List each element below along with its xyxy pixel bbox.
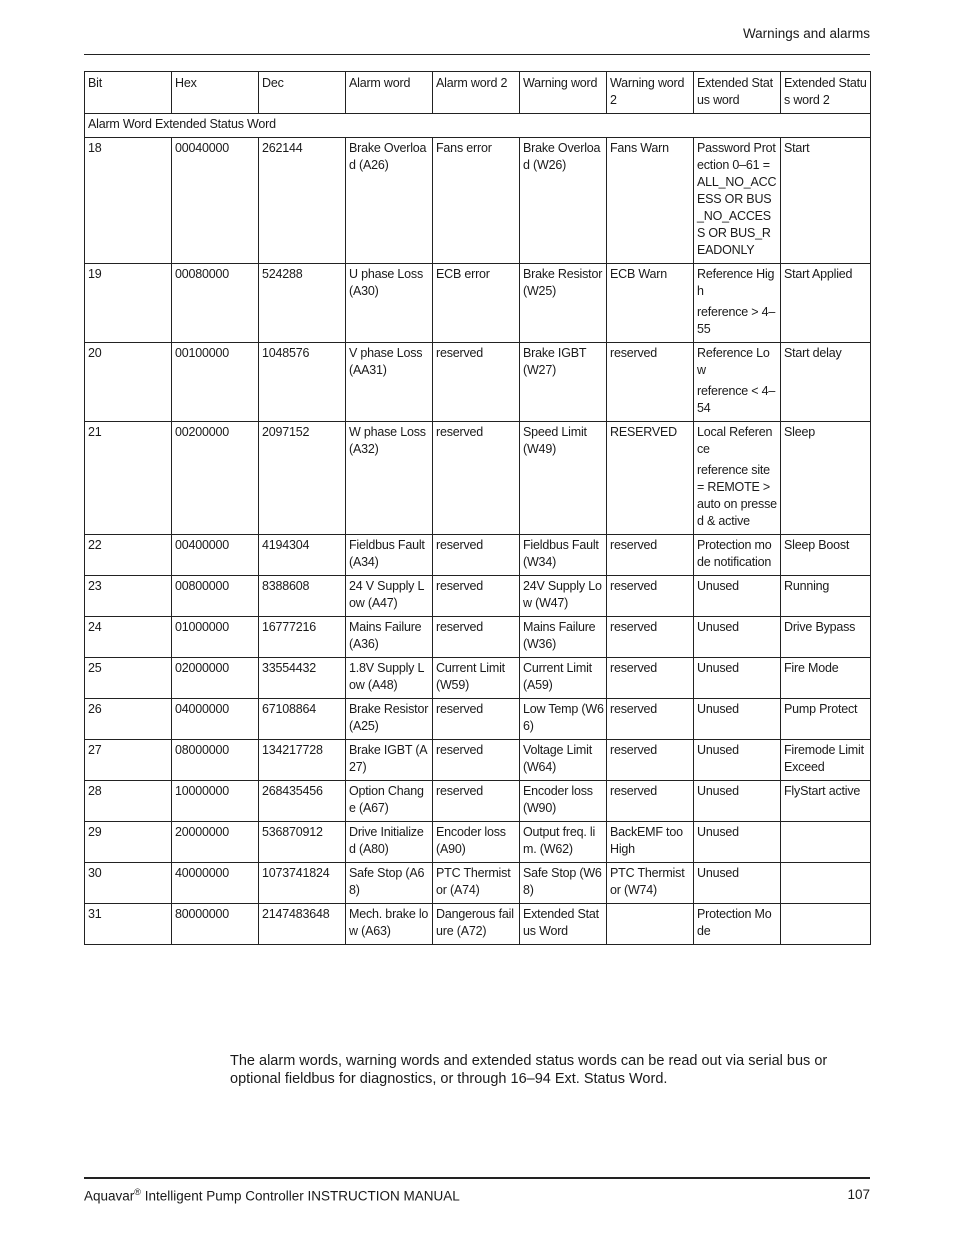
cell-extended-status-word-2 bbox=[781, 904, 871, 945]
cell-bit-text: 24 bbox=[88, 620, 102, 634]
cell-warning-word-text: Safe Stop (W68) bbox=[523, 866, 602, 897]
cell-warning-word-2-text: RESERVED bbox=[610, 425, 677, 439]
cell-extended-status-word-2-text: Pump Protect bbox=[784, 702, 858, 716]
cell-alarm-word-2 bbox=[433, 138, 520, 264]
cell-dec-text: 1048576 bbox=[262, 346, 310, 360]
cell-hex bbox=[172, 535, 259, 576]
cell-warning-word-2 bbox=[607, 658, 694, 699]
cell-dec bbox=[259, 822, 346, 863]
cell-alarm-word-2-text: reserved bbox=[436, 579, 484, 593]
cell-alarm-word-2-text: Current Limit (W59) bbox=[436, 661, 505, 692]
cell-alarm-word-text: Brake Overload (A26) bbox=[349, 141, 427, 172]
cell-alarm-word-2-text: PTC Thermistor (A74) bbox=[436, 866, 511, 897]
cell-warning-word-text: Output freq. lim. (W62) bbox=[523, 825, 596, 856]
cell-alarm-word bbox=[346, 422, 433, 535]
cell-extended-status-word-text: Reference Low bbox=[697, 346, 770, 377]
cell-bit-text: 28 bbox=[88, 784, 102, 798]
cell-warning-word bbox=[520, 422, 607, 535]
cell-warning-word-2-text: reserved bbox=[610, 346, 658, 360]
table-row bbox=[85, 863, 871, 904]
cell-alarm-word bbox=[346, 822, 433, 863]
cell-warning-word-text: Brake Resistor (W25) bbox=[523, 267, 603, 298]
cell-bit bbox=[85, 658, 172, 699]
table-row bbox=[85, 422, 871, 535]
cell-hex-text: 00400000 bbox=[175, 538, 230, 552]
cell-hex bbox=[172, 863, 259, 904]
cell-hex bbox=[172, 781, 259, 822]
cell-dec-text: 134217728 bbox=[262, 743, 323, 757]
column-header-alarm-word-2: Alarm word 2 bbox=[433, 72, 520, 114]
cell-alarm-word-text: Fieldbus Fault (A34) bbox=[349, 538, 425, 569]
cell-alarm-word-2 bbox=[433, 740, 520, 781]
table-row bbox=[85, 343, 871, 422]
cell-dec-text: 33554432 bbox=[262, 661, 317, 675]
cell-alarm-word bbox=[346, 343, 433, 422]
status-word-table bbox=[84, 71, 871, 945]
cell-alarm-word bbox=[346, 904, 433, 945]
cell-bit bbox=[85, 264, 172, 343]
cell-bit bbox=[85, 781, 172, 822]
cell-hex-text: 02000000 bbox=[175, 661, 230, 675]
cell-bit bbox=[85, 617, 172, 658]
cell-warning-word-2 bbox=[607, 343, 694, 422]
cell-hex bbox=[172, 904, 259, 945]
cell-alarm-word-2-text: reserved bbox=[436, 346, 484, 360]
cell-warning-word-text: Mains Failure (W36) bbox=[523, 620, 596, 651]
cell-alarm-word-2-text: Fans error bbox=[436, 141, 492, 155]
cell-bit-text: 29 bbox=[88, 825, 102, 839]
cell-alarm-word-2-text: ECB error bbox=[436, 267, 490, 281]
cell-bit bbox=[85, 822, 172, 863]
cell-bit bbox=[85, 576, 172, 617]
cell-warning-word-2-text: reserved bbox=[610, 743, 658, 757]
cell-warning-word-text: 24V Supply Low (W47) bbox=[523, 579, 602, 610]
cell-warning-word-2 bbox=[607, 699, 694, 740]
cell-extended-status-word-2-text: Sleep Boost bbox=[784, 538, 850, 552]
column-header-alarm-word: Alarm word bbox=[346, 72, 433, 114]
cell-warning-word-text: Extended Status Word bbox=[523, 907, 599, 938]
cell-bit-text: 31 bbox=[88, 907, 102, 921]
cell-warning-word bbox=[520, 781, 607, 822]
cell-extended-status-word-text: Reference High bbox=[697, 267, 775, 298]
cell-hex bbox=[172, 699, 259, 740]
cell-warning-word bbox=[520, 264, 607, 343]
cell-extended-status-word-2 bbox=[781, 264, 871, 343]
cell-hex-text: 80000000 bbox=[175, 907, 230, 921]
running-header: Warnings and alarms bbox=[742, 26, 870, 41]
cell-warning-word-2 bbox=[607, 617, 694, 658]
cell-warning-word-2-text: reserved bbox=[610, 579, 658, 593]
cell-bit bbox=[85, 904, 172, 945]
cell-dec bbox=[259, 699, 346, 740]
cell-alarm-word-text: Mains Failure (A36) bbox=[349, 620, 422, 651]
cell-warning-word-2-text: reserved bbox=[610, 702, 658, 716]
table-row bbox=[85, 781, 871, 822]
table-row bbox=[85, 658, 871, 699]
cell-alarm-word bbox=[346, 138, 433, 264]
cell-hex bbox=[172, 617, 259, 658]
cell-hex bbox=[172, 576, 259, 617]
cell-hex-text: 04000000 bbox=[175, 702, 230, 716]
cell-alarm-word-2 bbox=[433, 658, 520, 699]
cell-bit-text: 26 bbox=[88, 702, 102, 716]
column-header-hex: Hex bbox=[172, 72, 259, 114]
cell-dec-text: 1073741824 bbox=[262, 866, 330, 880]
table-section-row bbox=[85, 114, 871, 138]
cell-alarm-word-2-text: reserved bbox=[436, 620, 484, 634]
cell-extended-status-word-2-text: Start bbox=[784, 141, 810, 155]
cell-dec-text: 8388608 bbox=[262, 579, 310, 593]
cell-warning-word-2-text: reserved bbox=[610, 620, 658, 634]
cell-warning-word bbox=[520, 904, 607, 945]
cell-warning-word bbox=[520, 699, 607, 740]
cell-extended-status-word-2-text: Running bbox=[784, 579, 830, 593]
table-row bbox=[85, 138, 871, 264]
cell-warning-word-2-text: reserved bbox=[610, 784, 658, 798]
cell-extended-status-word-2-text: Start Applied bbox=[784, 267, 853, 281]
cell-extended-status-word-text: Local Reference bbox=[697, 425, 773, 456]
cell-dec bbox=[259, 740, 346, 781]
cell-hex bbox=[172, 422, 259, 535]
cell-alarm-word-2-text: Encoder loss (A90) bbox=[436, 825, 506, 856]
cell-alarm-word-2-text: reserved bbox=[436, 425, 484, 439]
column-header-warning-word: Warning word bbox=[520, 72, 607, 114]
cell-extended-status-word bbox=[694, 422, 781, 535]
cell-alarm-word-2 bbox=[433, 863, 520, 904]
cell-dec bbox=[259, 264, 346, 343]
cell-extended-status-word-text: Unused bbox=[697, 620, 739, 634]
cell-dec-text: 268435456 bbox=[262, 784, 323, 798]
cell-warning-word-text: Voltage Limit (W64) bbox=[523, 743, 592, 774]
cell-extended-status-word-text: Password Protection 0–61 = ALL_NO_ACCESS OR BUS_NO_ACCESS OR BUS_READONLY bbox=[697, 141, 777, 257]
cell-warning-word-2 bbox=[607, 781, 694, 822]
cell-dec bbox=[259, 904, 346, 945]
cell-extended-status-word bbox=[694, 535, 781, 576]
cell-warning-word-2 bbox=[607, 535, 694, 576]
cell-extended-status-word-2-text: Fire Mode bbox=[784, 661, 839, 675]
cell-alarm-word bbox=[346, 617, 433, 658]
cell-warning-word bbox=[520, 138, 607, 264]
cell-extended-status-word-text: Unused bbox=[697, 866, 739, 880]
cell-extended-status-word bbox=[694, 576, 781, 617]
cell-bit bbox=[85, 535, 172, 576]
cell-extended-status-word-text: Unused bbox=[697, 784, 739, 798]
cell-extended-status-word-2-text: Firemode Limit Exceed bbox=[784, 743, 864, 774]
cell-hex bbox=[172, 740, 259, 781]
cell-alarm-word-2-text: reserved bbox=[436, 538, 484, 552]
cell-alarm-word-text: U phase Loss (A30) bbox=[349, 267, 424, 298]
cell-hex-text: 00100000 bbox=[175, 346, 230, 360]
cell-dec bbox=[259, 535, 346, 576]
cell-bit-text: 25 bbox=[88, 661, 102, 675]
cell-dec-text: 262144 bbox=[262, 141, 303, 155]
cell-hex-text: 10000000 bbox=[175, 784, 230, 798]
cell-alarm-word bbox=[346, 535, 433, 576]
cell-warning-word-text: Speed Limit (W49) bbox=[523, 425, 587, 456]
registered-mark: ® bbox=[134, 1187, 141, 1197]
cell-hex-text: 00200000 bbox=[175, 425, 230, 439]
cell-extended-status-word-2 bbox=[781, 617, 871, 658]
cell-alarm-word-2 bbox=[433, 576, 520, 617]
cell-alarm-word-2 bbox=[433, 781, 520, 822]
cell-extended-status-word-2 bbox=[781, 138, 871, 264]
cell-dec bbox=[259, 781, 346, 822]
cell-dec bbox=[259, 343, 346, 422]
cell-alarm-word-text: Option Change (A67) bbox=[349, 784, 424, 815]
column-header-warning-word-2: Warning word 2 bbox=[607, 72, 694, 114]
cell-alarm-word-2 bbox=[433, 904, 520, 945]
cell-alarm-word-text: Mech. brake low (A63) bbox=[349, 907, 429, 938]
cell-extended-status-note: reference site = REMOTE > auto on pressed & active bbox=[697, 463, 777, 528]
cell-bit-text: 22 bbox=[88, 538, 102, 552]
cell-alarm-word-text: Brake IGBT (A27) bbox=[349, 743, 428, 774]
cell-dec-text: 2097152 bbox=[262, 425, 310, 439]
cell-hex bbox=[172, 264, 259, 343]
cell-alarm-word bbox=[346, 740, 433, 781]
cell-alarm-word bbox=[346, 699, 433, 740]
cell-bit bbox=[85, 343, 172, 422]
column-header-bit: Bit bbox=[85, 72, 172, 114]
column-header-extended-status-word-2: Extended Status word 2 bbox=[781, 72, 871, 114]
cell-warning-word-text: Brake IGBT (W27) bbox=[523, 346, 587, 377]
cell-bit bbox=[85, 422, 172, 535]
cell-extended-status-word-text: Unused bbox=[697, 661, 739, 675]
cell-extended-status-word-2 bbox=[781, 343, 871, 422]
cell-warning-word-2 bbox=[607, 576, 694, 617]
cell-alarm-word-2 bbox=[433, 264, 520, 343]
cell-warning-word-2 bbox=[607, 422, 694, 535]
table-row bbox=[85, 535, 871, 576]
cell-warning-word-2-text: BackEMF too High bbox=[610, 825, 683, 856]
cell-alarm-word bbox=[346, 264, 433, 343]
cell-warning-word bbox=[520, 658, 607, 699]
cell-dec bbox=[259, 138, 346, 264]
cell-extended-status-word bbox=[694, 658, 781, 699]
table-row bbox=[85, 617, 871, 658]
cell-extended-status-word-2-text: Sleep bbox=[784, 425, 815, 439]
cell-hex bbox=[172, 138, 259, 264]
cell-hex-text: 08000000 bbox=[175, 743, 230, 757]
cell-warning-word-2 bbox=[607, 904, 694, 945]
cell-extended-status-word bbox=[694, 343, 781, 422]
cell-extended-status-word bbox=[694, 699, 781, 740]
cell-warning-word bbox=[520, 863, 607, 904]
cell-warning-word-2 bbox=[607, 822, 694, 863]
cell-extended-status-word-2 bbox=[781, 658, 871, 699]
cell-dec bbox=[259, 658, 346, 699]
cell-dec-text: 4194304 bbox=[262, 538, 310, 552]
explanatory-paragraph: The alarm words, warning words and extended status words can be read out via serial bus or optional fieldbus for diagnostics, or through 16–94 Ext. Status Word. bbox=[230, 1053, 828, 1087]
cell-alarm-word-text: V phase Loss (AA31) bbox=[349, 346, 423, 377]
cell-extended-status-word-2 bbox=[781, 576, 871, 617]
cell-dec bbox=[259, 863, 346, 904]
cell-warning-word-2 bbox=[607, 863, 694, 904]
cell-alarm-word-2 bbox=[433, 699, 520, 740]
cell-extended-status-word-2 bbox=[781, 781, 871, 822]
cell-extended-status-word-2 bbox=[781, 699, 871, 740]
cell-warning-word bbox=[520, 822, 607, 863]
cell-bit bbox=[85, 863, 172, 904]
cell-warning-word-2-text: Fans Warn bbox=[610, 141, 669, 155]
cell-warning-word-2-text: ECB Warn bbox=[610, 267, 667, 281]
footer-manual-title bbox=[84, 1187, 460, 1204]
cell-hex-text: 20000000 bbox=[175, 825, 230, 839]
column-header-dec: Dec bbox=[259, 72, 346, 114]
cell-warning-word bbox=[520, 740, 607, 781]
cell-extended-status-word-2 bbox=[781, 740, 871, 781]
table-row bbox=[85, 264, 871, 343]
cell-alarm-word-2-text: reserved bbox=[436, 784, 484, 798]
cell-dec-text: 67108864 bbox=[262, 702, 317, 716]
cell-bit-text: 20 bbox=[88, 346, 102, 360]
cell-warning-word-text: Brake Overload (W26) bbox=[523, 141, 601, 172]
cell-extended-status-word-text: Protection Mode bbox=[697, 907, 772, 938]
cell-extended-status-word bbox=[694, 781, 781, 822]
cell-dec-text: 2147483648 bbox=[262, 907, 330, 921]
cell-bit-text: 23 bbox=[88, 579, 102, 593]
cell-extended-status-word-2 bbox=[781, 822, 871, 863]
cell-extended-status-note: reference < 4–54 bbox=[697, 384, 776, 415]
cell-warning-word bbox=[520, 617, 607, 658]
cell-extended-status-word bbox=[694, 740, 781, 781]
cell-dec bbox=[259, 576, 346, 617]
cell-hex-text: 00040000 bbox=[175, 141, 230, 155]
cell-hex-text: 00080000 bbox=[175, 267, 230, 281]
cell-warning-word-text: Current Limit (A59) bbox=[523, 661, 592, 692]
table-header-row bbox=[85, 72, 871, 114]
cell-extended-status-word-2-text: Start delay bbox=[784, 346, 842, 360]
cell-warning-word-text: Fieldbus Fault (W34) bbox=[523, 538, 599, 569]
cell-warning-word-text: Low Temp (W66) bbox=[523, 702, 604, 733]
cell-alarm-word-2 bbox=[433, 343, 520, 422]
cell-extended-status-word bbox=[694, 617, 781, 658]
cell-dec bbox=[259, 422, 346, 535]
cell-warning-word-2 bbox=[607, 264, 694, 343]
cell-extended-status-word-2 bbox=[781, 863, 871, 904]
cell-extended-status-word-2-text: Drive Bypass bbox=[784, 620, 856, 634]
cell-alarm-word bbox=[346, 658, 433, 699]
table-row bbox=[85, 740, 871, 781]
cell-hex-text: 01000000 bbox=[175, 620, 230, 634]
footer-divider bbox=[84, 1177, 870, 1179]
cell-warning-word-2 bbox=[607, 138, 694, 264]
page-number: 107 bbox=[847, 1187, 870, 1202]
cell-extended-status-word-text: Unused bbox=[697, 825, 739, 839]
column-header-extended-status-word: Extended Status word bbox=[694, 72, 781, 114]
table-row bbox=[85, 576, 871, 617]
cell-dec bbox=[259, 617, 346, 658]
cell-extended-status-word bbox=[694, 822, 781, 863]
cell-extended-status-word-text: Protection mode notification bbox=[697, 538, 772, 569]
cell-extended-status-word bbox=[694, 904, 781, 945]
cell-warning-word bbox=[520, 576, 607, 617]
header-divider bbox=[84, 54, 870, 55]
cell-warning-word-2-text: reserved bbox=[610, 538, 658, 552]
cell-bit-text: 21 bbox=[88, 425, 102, 439]
cell-alarm-word-text: 24 V Supply Low (A47) bbox=[349, 579, 425, 610]
cell-bit-text: 30 bbox=[88, 866, 102, 880]
cell-alarm-word-text: Brake Resistor (A25) bbox=[349, 702, 429, 733]
footer-brand: Aquavar bbox=[84, 1188, 135, 1204]
cell-extended-status-word-2 bbox=[781, 535, 871, 576]
cell-hex-text: 40000000 bbox=[175, 866, 230, 880]
cell-alarm-word-2-text: reserved bbox=[436, 702, 484, 716]
cell-alarm-word-2-text: reserved bbox=[436, 743, 484, 757]
cell-bit-text: 27 bbox=[88, 743, 102, 757]
cell-alarm-word-text: 1.8V Supply Low (A48) bbox=[349, 661, 425, 692]
cell-hex bbox=[172, 658, 259, 699]
table-section-label: Alarm Word Extended Status Word bbox=[85, 114, 871, 138]
cell-extended-status-word-2 bbox=[781, 422, 871, 535]
cell-dec-text: 524288 bbox=[262, 267, 303, 281]
cell-alarm-word-2 bbox=[433, 617, 520, 658]
cell-warning-word-2-text: reserved bbox=[610, 661, 658, 675]
cell-warning-word-2 bbox=[607, 740, 694, 781]
cell-hex-text: 00800000 bbox=[175, 579, 230, 593]
cell-extended-status-word bbox=[694, 264, 781, 343]
cell-alarm-word-2 bbox=[433, 422, 520, 535]
cell-alarm-word bbox=[346, 863, 433, 904]
cell-hex bbox=[172, 822, 259, 863]
cell-extended-status-note: reference > 4–55 bbox=[697, 305, 776, 336]
cell-alarm-word-text: Safe Stop (A68) bbox=[349, 866, 425, 897]
cell-dec-text: 536870912 bbox=[262, 825, 323, 839]
cell-extended-status-word bbox=[694, 138, 781, 264]
cell-bit bbox=[85, 699, 172, 740]
cell-alarm-word-text: W phase Loss (A32) bbox=[349, 425, 426, 456]
table-row bbox=[85, 699, 871, 740]
cell-bit bbox=[85, 138, 172, 264]
cell-warning-word-2-text: PTC Thermistor (W74) bbox=[610, 866, 685, 897]
cell-extended-status-word-text: Unused bbox=[697, 743, 739, 757]
cell-extended-status-word-2-text: FlyStart active bbox=[784, 784, 861, 798]
cell-extended-status-word-text: Unused bbox=[697, 702, 739, 716]
cell-warning-word-text: Encoder loss (W90) bbox=[523, 784, 593, 815]
cell-warning-word bbox=[520, 535, 607, 576]
cell-extended-status-word-text: Unused bbox=[697, 579, 739, 593]
cell-alarm-word-text: Drive Initialized (A80) bbox=[349, 825, 424, 856]
table-row bbox=[85, 904, 871, 945]
table-row bbox=[85, 822, 871, 863]
cell-alarm-word-2 bbox=[433, 822, 520, 863]
cell-alarm-word bbox=[346, 576, 433, 617]
cell-alarm-word bbox=[346, 781, 433, 822]
footer-title-text: Intelligent Pump Controller INSTRUCTION MANUAL bbox=[140, 1188, 460, 1204]
cell-bit-text: 19 bbox=[88, 267, 102, 281]
cell-warning-word bbox=[520, 343, 607, 422]
cell-bit-text: 18 bbox=[88, 141, 102, 155]
cell-alarm-word-2-text: Dangerous failure (A72) bbox=[436, 907, 514, 938]
cell-extended-status-word bbox=[694, 863, 781, 904]
cell-bit bbox=[85, 740, 172, 781]
cell-alarm-word-2 bbox=[433, 535, 520, 576]
cell-dec-text: 16777216 bbox=[262, 620, 317, 634]
cell-hex bbox=[172, 343, 259, 422]
